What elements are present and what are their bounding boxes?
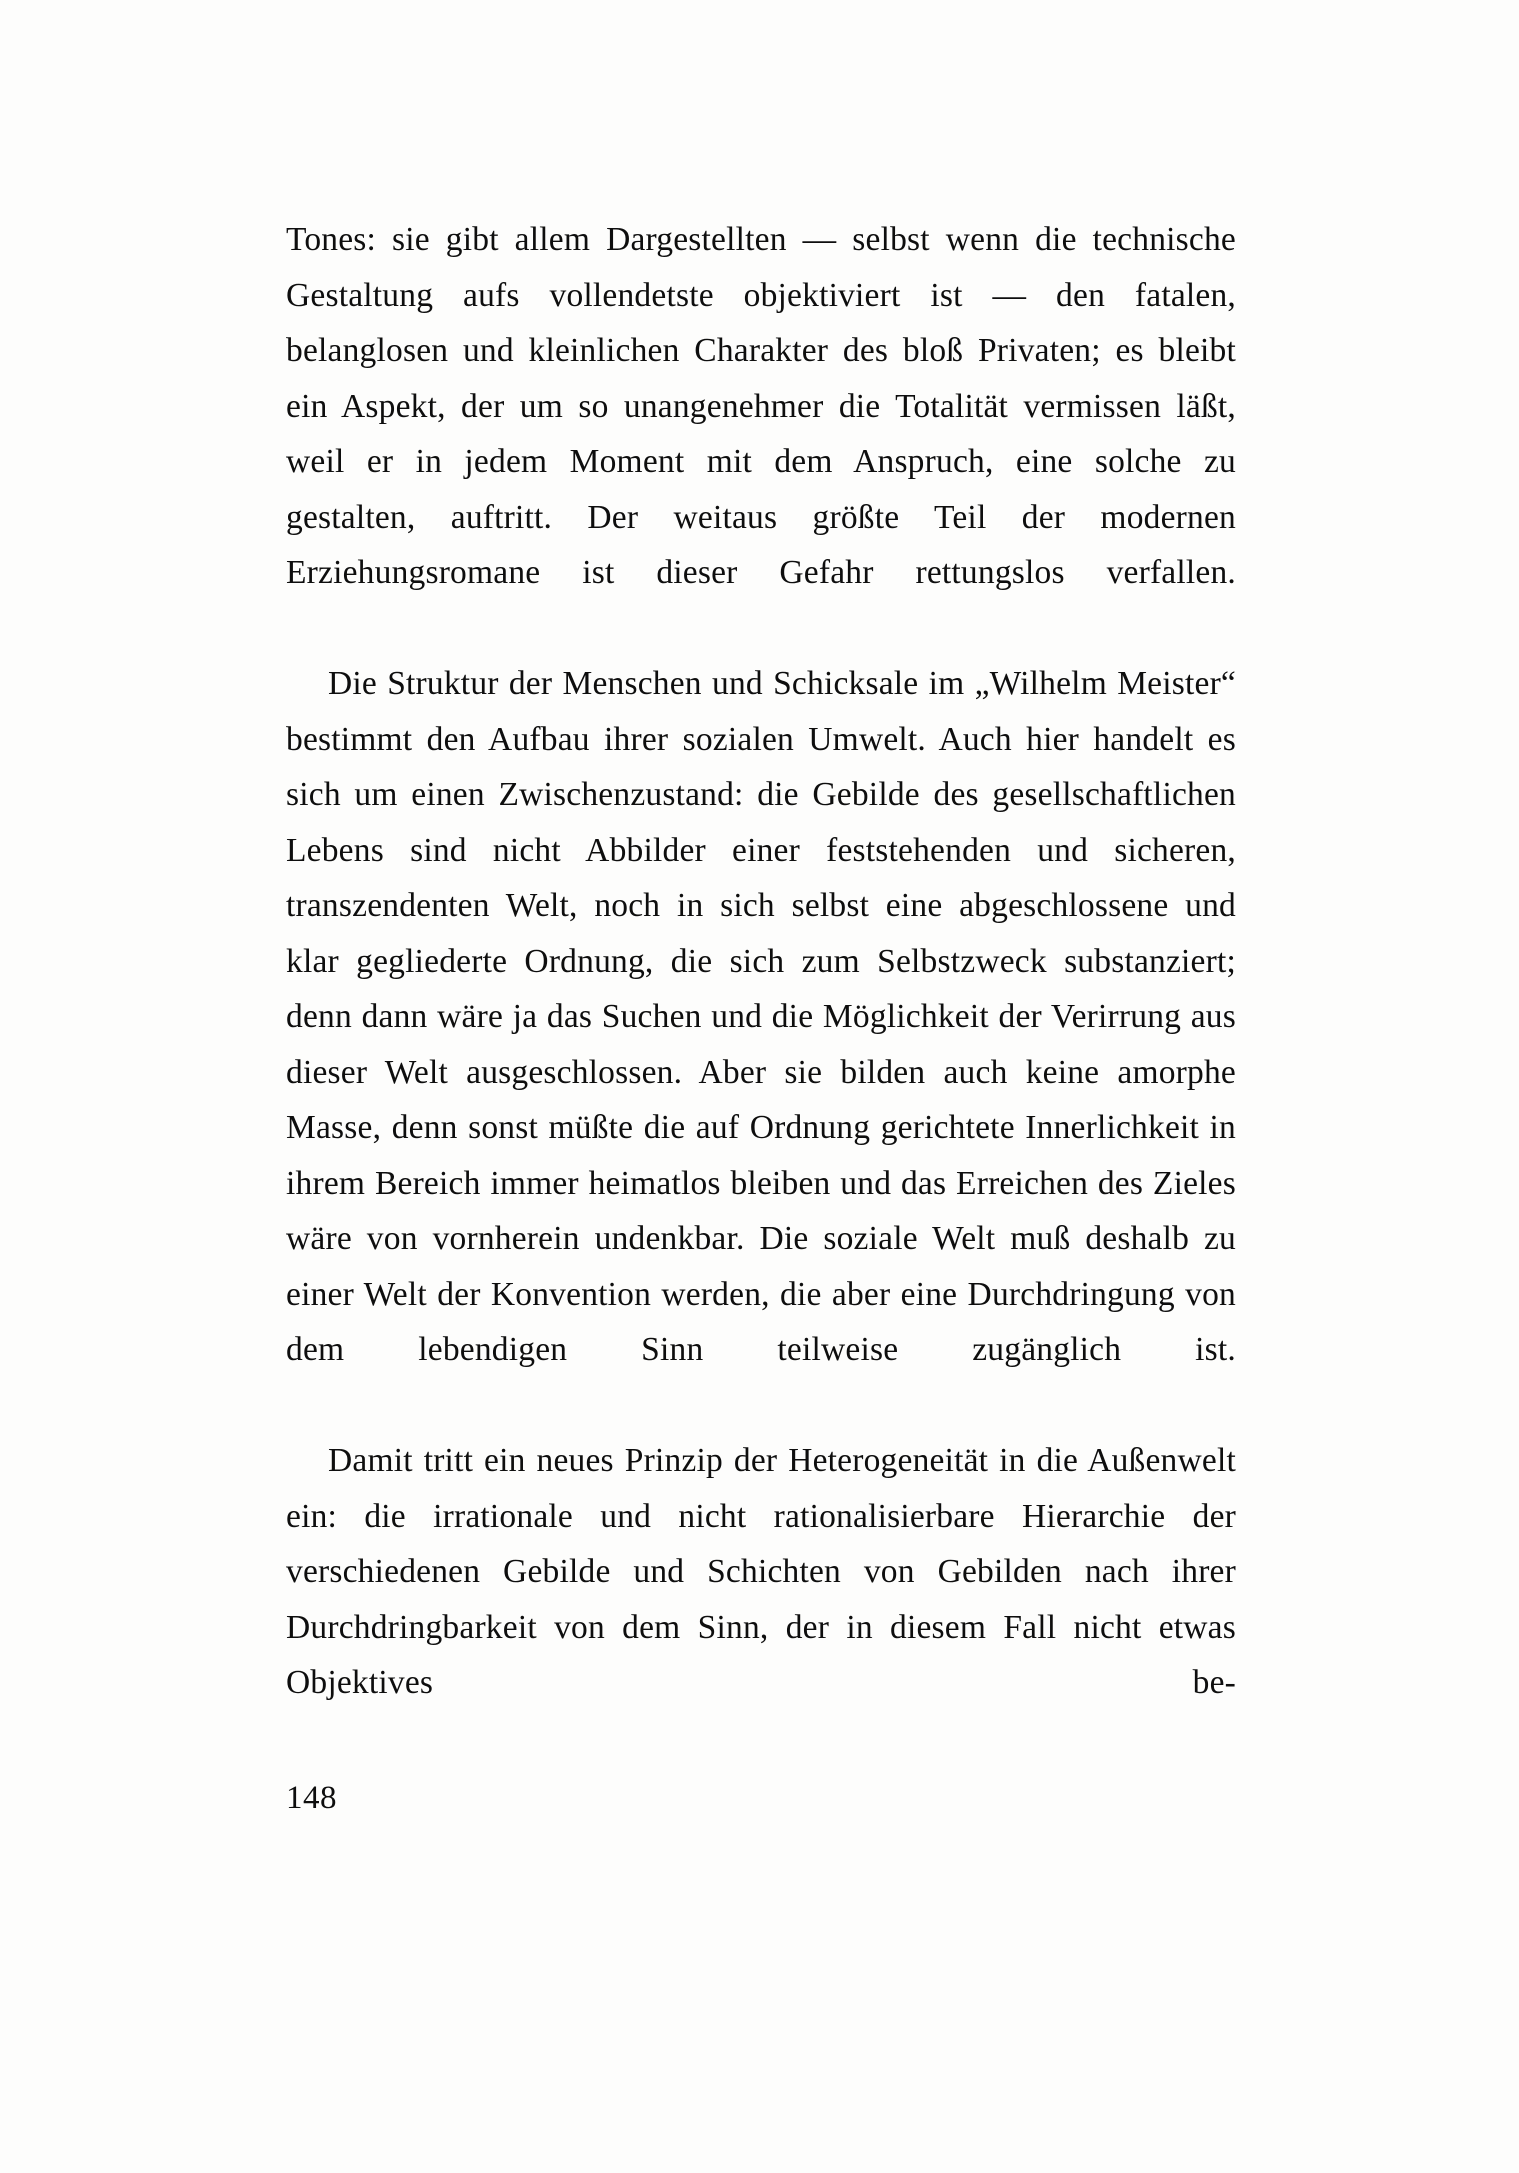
- body-text: [286, 212, 1236, 1766]
- page-number: 148: [286, 1780, 337, 1816]
- paragraph-1: Tones: sie gibt allem Dargestellten — selbst wenn die technische Gestaltung aufs vollendetste objektiviert ist — den fatalen, belanglosen und kleinlichen Charakter des bloß Privaten; es bleibt ein Aspekt, der um so unangenehmer die Totalität vermissen läßt, weil er in jedem Moment mit dem Anspruch, eine solche zu gestalten, auftritt. Der weitaus größte Teil der modernen Erziehungsromane ist dieser Gefahr rettungslos verfallen.: [286, 221, 1236, 591]
- paragraph-3: Damit tritt ein neues Prinzip der Heterogeneität in die Außenwelt ein: die irrationale und nicht rationalisierbare Hierarchie der verschiedenen Gebilde und Schichten von Gebilden nach ihrer Durchdringbarkeit von dem Sinn, der in diesem Fall nicht etwas Objektives be-: [286, 1442, 1236, 1701]
- paragraph-2: Die Struktur der Menschen und Schicksale im „Wilhelm Meister“ bestimmt den Aufbau ihrer sozialen Umwelt. Auch hier handelt es sich um einen Zwischenzustand: die Gebilde des gesellschaftlichen Lebens sind nicht Abbilder einer feststehenden und sicheren, transzendenten Welt, noch in sich selbst eine abgeschlossene und klar gegliederte Ordnung, die sich zum Selbstzweck substanziert; denn dann wäre ja das Suchen und die Möglichkeit der Verirrung aus dieser Welt ausgeschlossen. Aber sie bilden auch keine amorphe Masse, denn sonst müßte die auf Ordnung gerichtete Innerlichkeit in ihrem Bereich immer heimatlos bleiben und das Erreichen des Zieles wäre von vornherein undenkbar. Die soziale Welt muß deshalb zu einer Welt der Konvention werden, die aber eine Durchdringung von dem lebendigen Sinn teilweise zugänglich ist.: [286, 665, 1236, 1368]
